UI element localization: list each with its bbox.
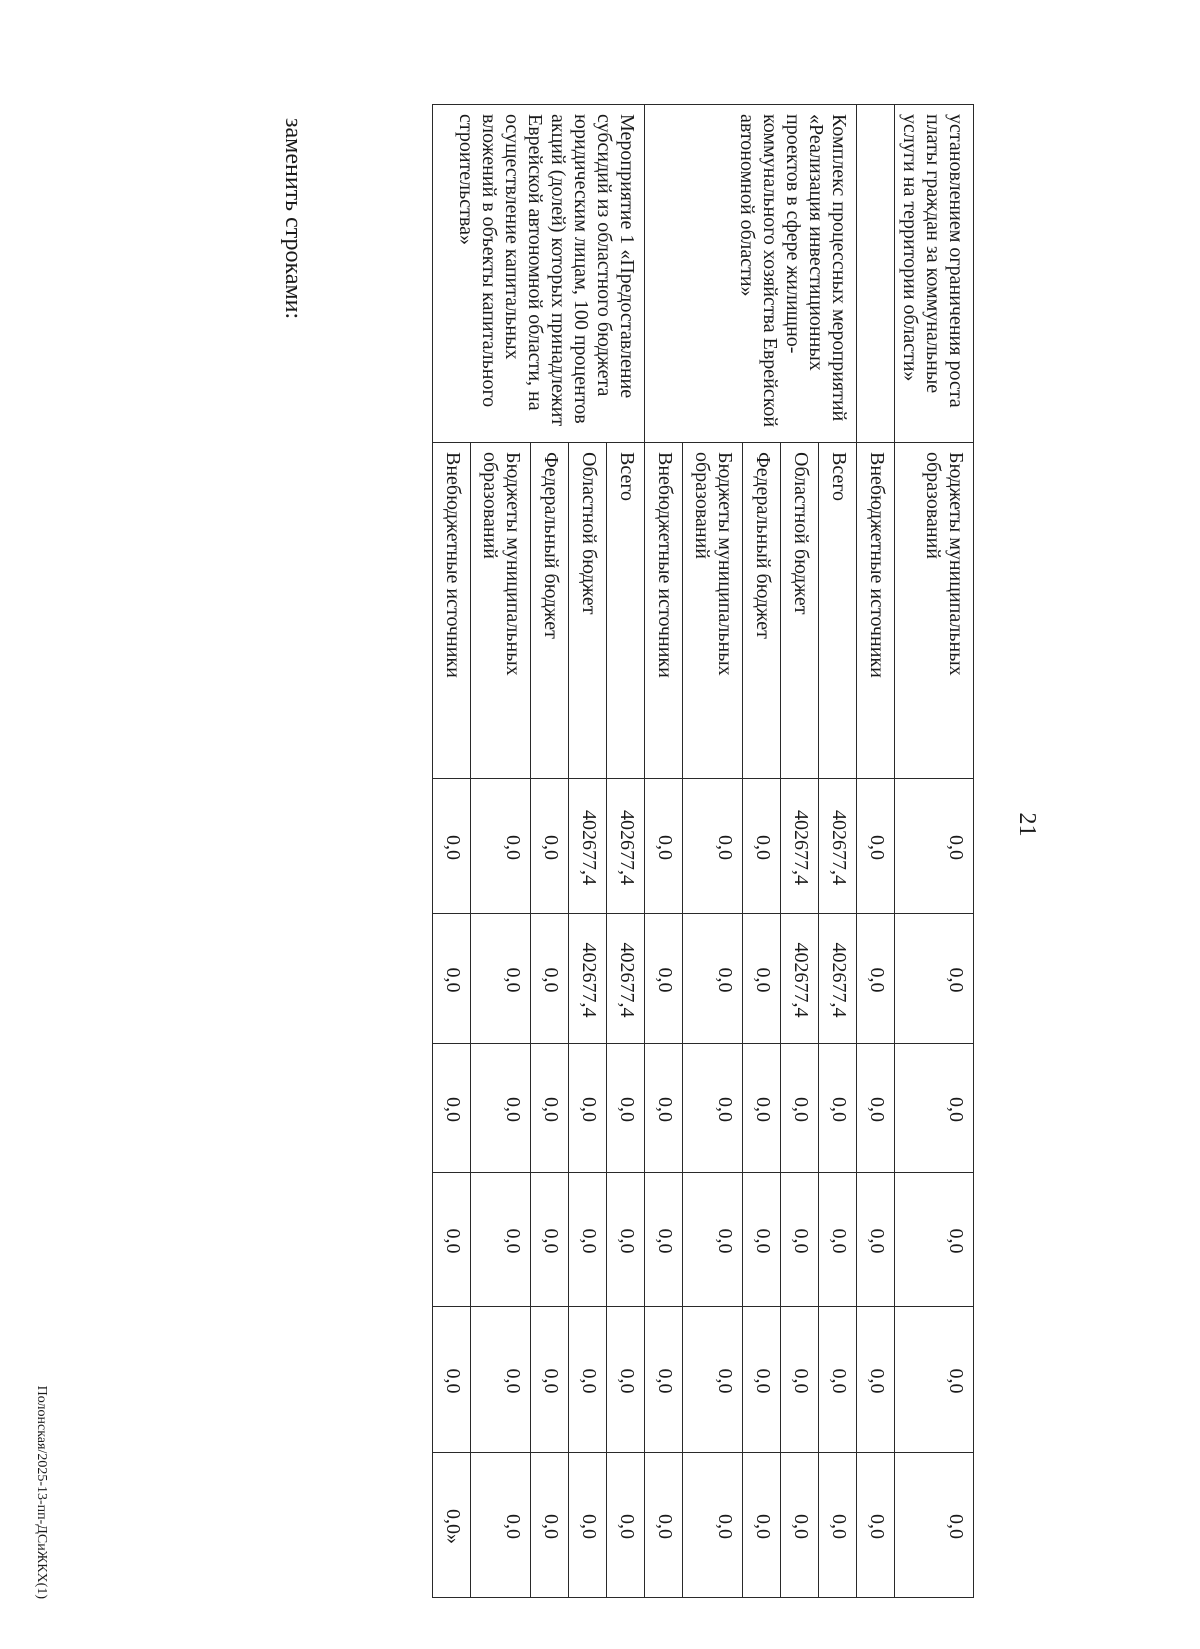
source-cell: Бюджеты муниципальных образований (683, 443, 743, 779)
value-cell: 0,0 (683, 914, 743, 1044)
value-cell: 0,0 (683, 1453, 743, 1598)
value-cell: 0,0 (683, 1173, 743, 1307)
page-number: 21 (1014, 812, 1040, 837)
value-cell: 0,0 (471, 1044, 531, 1173)
value-cell: 0,0 (895, 1307, 974, 1453)
source-cell: Федеральный бюджет (743, 443, 781, 779)
value-cell: 0,0 (743, 1173, 781, 1307)
value-cell: 402677,4 (819, 914, 857, 1044)
value-cell: 0,0 (743, 914, 781, 1044)
value-cell: 0,0 (857, 779, 895, 914)
value-cell: 0,0 (819, 1453, 857, 1598)
value-cell: 0,0 (471, 1307, 531, 1453)
source-cell: Всего (819, 443, 857, 779)
value-cell: 0,0 (895, 1044, 974, 1173)
value-cell: 0,0 (569, 1453, 607, 1598)
value-cell: 0,0 (683, 779, 743, 914)
value-cell: 0,0 (819, 1307, 857, 1453)
activity-cell: Комплекс процессных мероприятий «Реализация инвестиционных проектов в сфере жилищно-коммунального хозяйства Еврейской автономной области» (645, 105, 857, 443)
value-cell: 0,0 (683, 1307, 743, 1453)
value-cell: 0,0 (645, 779, 683, 914)
value-cell: 0,0 (781, 1453, 819, 1598)
value-cell: 0,0 (645, 1044, 683, 1173)
value-cell: 0,0 (433, 779, 471, 914)
value-cell: 0,0 (683, 1044, 743, 1173)
value-cell: 0,0 (781, 1044, 819, 1173)
value-cell: 402677,4 (819, 779, 857, 914)
budget-table (432, 104, 974, 1598)
value-cell: 0,0 (531, 1307, 569, 1453)
value-cell: 0,0 (531, 1044, 569, 1173)
value-cell: 0,0 (895, 1173, 974, 1307)
value-cell: 0,0 (895, 914, 974, 1044)
table-row (857, 105, 895, 1598)
document-code: Полонская/2025-13-пп-ДСиЖКХ(1) (34, 1385, 49, 1599)
value-cell: 402677,4 (607, 779, 645, 914)
value-cell: 0,0 (607, 1453, 645, 1598)
value-cell: 0,0» (433, 1453, 471, 1598)
source-cell: Бюджеты муниципальных образований (471, 443, 531, 779)
value-cell: 402677,4 (781, 914, 819, 1044)
activity-cell: Мероприятие 1 «Предоставление субсидий из областного бюджета юридическим лицам, 100 процентов акций (долей) которых принадлежит Еврейской автономной области, на осуществление капитальных вложений в объекты капитального строительства» (433, 105, 645, 443)
value-cell: 0,0 (781, 1307, 819, 1453)
value-cell: 0,0 (471, 779, 531, 914)
value-cell: 0,0 (607, 1044, 645, 1173)
value-cell: 0,0 (531, 1173, 569, 1307)
value-cell: 0,0 (433, 1173, 471, 1307)
value-cell: 0,0 (607, 1173, 645, 1307)
value-cell: 0,0 (645, 914, 683, 1044)
activity-cell (857, 105, 895, 443)
value-cell: 0,0 (781, 1173, 819, 1307)
value-cell: 0,0 (857, 1453, 895, 1598)
value-cell: 0,0 (471, 1453, 531, 1598)
replace-with-rows-text: заменить строками: (280, 118, 306, 320)
value-cell: 0,0 (569, 1173, 607, 1307)
value-cell: 0,0 (531, 779, 569, 914)
value-cell: 0,0 (433, 914, 471, 1044)
source-cell: Внебюджетные источники (645, 443, 683, 779)
value-cell: 0,0 (471, 914, 531, 1044)
source-cell: Внебюджетные источники (433, 443, 471, 779)
value-cell: 0,0 (645, 1307, 683, 1453)
table-row (607, 105, 645, 1598)
table-row (819, 105, 857, 1598)
value-cell: 402677,4 (569, 914, 607, 1044)
value-cell: 0,0 (895, 1453, 974, 1598)
value-cell: 0,0 (645, 1453, 683, 1598)
value-cell: 0,0 (743, 779, 781, 914)
source-cell: Бюджеты муниципальных образований (895, 443, 974, 779)
value-cell: 0,0 (819, 1044, 857, 1173)
value-cell: 0,0 (857, 914, 895, 1044)
value-cell: 0,0 (743, 1307, 781, 1453)
activity-cell: установлением ограничения роста платы граждан за коммунальные услуги на территории области» (895, 105, 974, 443)
value-cell: 0,0 (607, 1307, 645, 1453)
source-cell: Всего (607, 443, 645, 779)
source-cell: Внебюджетные источники (857, 443, 895, 779)
value-cell: 0,0 (743, 1044, 781, 1173)
value-cell: 0,0 (569, 1044, 607, 1173)
value-cell: 0,0 (471, 1173, 531, 1307)
value-cell: 402677,4 (607, 914, 645, 1044)
value-cell: 0,0 (857, 1173, 895, 1307)
value-cell: 0,0 (433, 1044, 471, 1173)
source-cell: Областной бюджет (569, 443, 607, 779)
value-cell: 0,0 (819, 1173, 857, 1307)
value-cell: 0,0 (895, 779, 974, 914)
value-cell: 0,0 (569, 1307, 607, 1453)
value-cell: 0,0 (531, 1453, 569, 1598)
value-cell: 0,0 (433, 1307, 471, 1453)
value-cell: 402677,4 (569, 779, 607, 914)
value-cell: 0,0 (531, 914, 569, 1044)
source-cell: Федеральный бюджет (531, 443, 569, 779)
value-cell: 0,0 (857, 1307, 895, 1453)
table-row (895, 105, 974, 1598)
value-cell: 402677,4 (781, 779, 819, 914)
source-cell: Областной бюджет (781, 443, 819, 779)
value-cell: 0,0 (645, 1173, 683, 1307)
value-cell: 0,0 (743, 1453, 781, 1598)
value-cell: 0,0 (857, 1044, 895, 1173)
